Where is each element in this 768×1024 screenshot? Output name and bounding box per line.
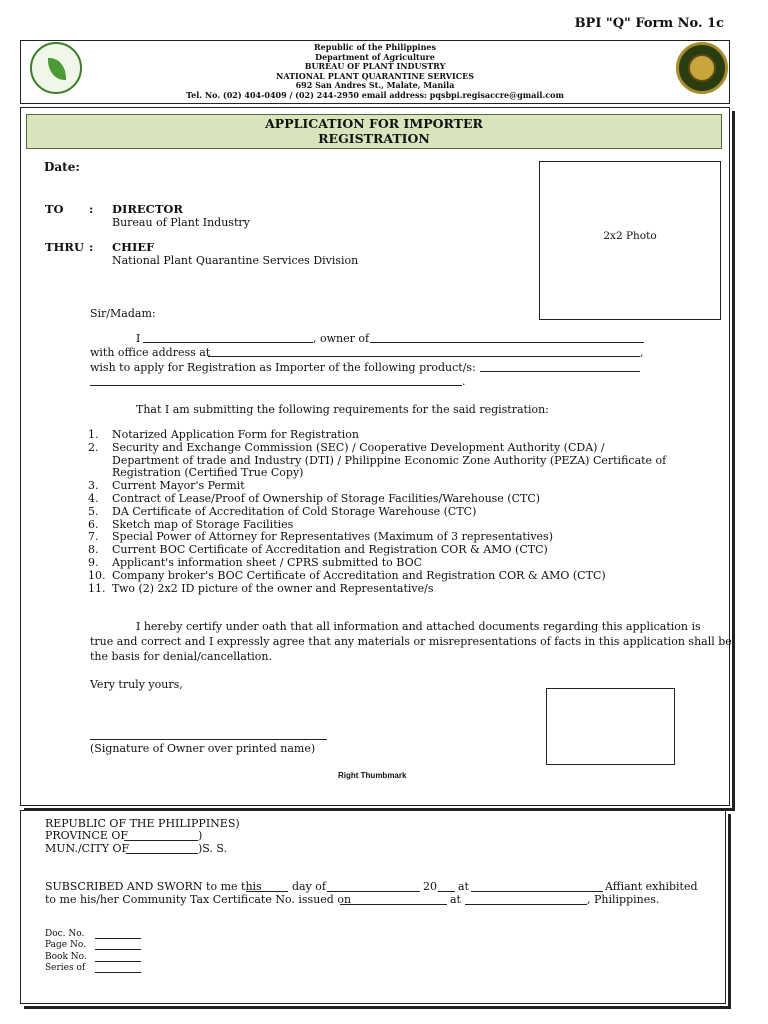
requirement-item <box>88 493 666 506</box>
requirement-text: Security and Exchange Commission (SEC) / Cooperative Development Authority (CDA) / <box>112 440 605 454</box>
notary-row <box>45 950 141 962</box>
requirement-text: Special Power of Attorney for Representatives (Maximum of 3 representatives) <box>112 530 553 544</box>
jurat-philippines: , Philippines. <box>587 893 660 906</box>
body-i: I <box>136 332 141 345</box>
requirement-number: 11. <box>88 581 106 595</box>
notary-row <box>45 939 141 951</box>
header-line: Department of Agriculture <box>315 51 435 62</box>
jurat-city-end: )S. S. <box>198 842 228 855</box>
requirement-number: 4. <box>88 491 99 505</box>
jurat-city: MUN./CITY OF <box>45 842 130 855</box>
leaf-icon <box>48 58 66 80</box>
requirement-text: DA Certificate of Accreditation of Cold Storage Warehouse (CTC) <box>112 504 477 518</box>
body-office-address: with office address at <box>90 346 211 359</box>
jurat-province: PROVINCE OF <box>45 829 129 842</box>
requirement-item <box>88 570 666 583</box>
salutation: Sir/Madam: <box>90 307 156 320</box>
requirement-number: 8. <box>88 543 99 557</box>
owner-name-field[interactable] <box>143 342 313 343</box>
to-colon: : <box>89 202 94 216</box>
sworn-day-field[interactable] <box>246 891 288 892</box>
requirement-number: 3. <box>88 479 99 493</box>
photo-label: 2x2 Photo <box>603 230 657 242</box>
sworn-month-field[interactable] <box>327 891 420 892</box>
thru-name: CHIEF <box>112 240 155 254</box>
requirement-text: Contract of Lease/Proof of Ownership of Storage Facilities/Warehouse (CTC) <box>112 491 541 505</box>
notary-label: Series of <box>45 963 86 973</box>
ctc-place-field[interactable] <box>465 904 587 905</box>
notary-field[interactable] <box>95 952 141 962</box>
requirement-text: Notarized Application Form for Registration <box>112 428 359 441</box>
thumbmark-box[interactable] <box>546 688 675 765</box>
da-seal <box>676 42 728 94</box>
photo-box[interactable] <box>539 161 721 320</box>
requirement-number: 1. <box>88 428 99 441</box>
body-owner-of: , owner of <box>313 332 370 345</box>
sworn-place-field[interactable] <box>471 891 603 892</box>
products-field[interactable] <box>480 371 640 372</box>
body-comma: , <box>640 346 644 359</box>
province-field[interactable] <box>124 840 198 841</box>
requirement-text: Company broker's BOC Certificate of Accreditation and Registration COR & AMO (CTC) <box>112 568 606 582</box>
to-name: DIRECTOR <box>112 202 183 216</box>
requirement-text: Department of trade and Industry (DTI) / Philippine Economic Zone Authority (PEZA) Certificate of <box>112 453 667 467</box>
certify-line-2: true and correct and I expressly agree that any materials or misrepresentations of facts in this application shall be <box>90 635 732 648</box>
requirements-list <box>88 429 666 595</box>
jurat-republic: REPUBLIC OF THE PHILIPPINES) <box>45 817 240 830</box>
jurat-year: 20 <box>423 880 437 893</box>
requirement-number: 6. <box>88 517 99 531</box>
notary-label: Page No. <box>45 940 86 950</box>
form-number: BPI "Q" Form No. 1c <box>574 16 724 31</box>
requirement-text: Current BOC Certificate of Accreditation and Registration COR & AMO (CTC) <box>112 543 548 557</box>
thru-colon: : <box>89 240 94 254</box>
thru-office: National Plant Quarantine Services Division <box>112 254 359 267</box>
closing: Very truly yours, <box>90 678 183 691</box>
letterhead-text <box>120 43 630 101</box>
jurat-ctc-at: at <box>450 893 461 906</box>
notary-field[interactable] <box>95 940 141 950</box>
requirement-number: 7. <box>88 530 99 544</box>
jurat-province-end: ) <box>198 829 203 842</box>
header-line: 692 San Andres St., Malate, Manila <box>295 80 455 91</box>
requirement-number: 5. <box>88 504 99 518</box>
requirement-text: Applicant's information sheet / CPRS submitted to BOC <box>112 555 423 569</box>
header-line: BUREAU OF PLANT INDUSTRY <box>304 61 446 72</box>
to-label: TO <box>45 202 64 216</box>
form-title <box>26 114 722 149</box>
products-field-2[interactable] <box>90 385 462 386</box>
ctc-date-field[interactable] <box>340 904 447 905</box>
requirements-intro: That I am submitting the following requirements for the said registration: <box>136 403 549 416</box>
jurat-at: at <box>458 880 469 893</box>
requirement-item <box>88 429 666 442</box>
office-address-field[interactable] <box>208 356 640 357</box>
signature-label: (Signature of Owner over printed name) <box>90 742 316 755</box>
notary-row <box>45 927 141 939</box>
header-line: NATIONAL PLANT QUARANTINE SERVICES <box>276 70 474 81</box>
jurat-ctc: to me his/her Community Tax Certificate No. issued on <box>45 893 352 906</box>
certify-line-1: I hereby certify under oath that all information and attached documents regarding this application is <box>136 620 701 633</box>
requirement-text: Sketch map of Storage Facilities <box>112 517 294 531</box>
jurat-day-of: day of <box>292 880 327 893</box>
requirement-text: Registration (Certified True Copy) <box>112 466 304 480</box>
jurat-affiant: Affiant exhibited <box>605 880 698 893</box>
requirement-number: 9. <box>88 555 99 569</box>
bpi-logo <box>30 42 82 94</box>
requirement-item <box>88 506 666 519</box>
requirement-number: 10. <box>88 568 106 582</box>
certify-line-3: the basis for denial/cancellation. <box>90 650 273 663</box>
requirement-text: Current Mayor's Permit <box>112 479 245 493</box>
seal-icon <box>688 54 716 82</box>
to-office: Bureau of Plant Industry <box>112 216 250 229</box>
notary-row <box>45 962 141 974</box>
title-line-2: REGISTRATION <box>318 131 430 146</box>
thru-label: THRU <box>45 240 85 254</box>
date-label: Date: <box>44 160 80 174</box>
sworn-year-field[interactable] <box>438 891 455 892</box>
title-line-1: APPLICATION FOR IMPORTER <box>265 116 483 131</box>
thumbmark-label: Right Thumbmark <box>338 771 407 780</box>
notary-label: Book No. <box>45 951 87 962</box>
requirement-text: Two (2) 2x2 ID picture of the owner and Representative/s <box>112 581 434 595</box>
city-field[interactable] <box>126 853 198 854</box>
body-apply: wish to apply for Registration as Importer of the following product/s: <box>90 361 476 374</box>
notary-label: Doc. No. <box>45 928 85 939</box>
company-name-field[interactable] <box>370 342 644 343</box>
signature-line[interactable] <box>90 739 327 740</box>
body-period: . <box>462 375 466 388</box>
requirement-item <box>88 557 666 570</box>
notary-field[interactable] <box>95 963 141 973</box>
requirement-item <box>88 583 666 596</box>
header-line: Tel. No. (02) 404-0409 / (02) 244-2950 email address: pqsbpi.regisaccre@gmail.com <box>186 89 564 100</box>
requirement-item <box>88 442 666 455</box>
header-line: Republic of the Philippines <box>313 42 436 52</box>
requirement-number: 2. <box>88 440 99 454</box>
jurat-sworn: SUBSCRIBED AND SWORN to me this <box>45 880 262 893</box>
notary-block <box>45 927 141 973</box>
requirement-number <box>88 455 112 468</box>
notary-field[interactable] <box>95 929 141 939</box>
